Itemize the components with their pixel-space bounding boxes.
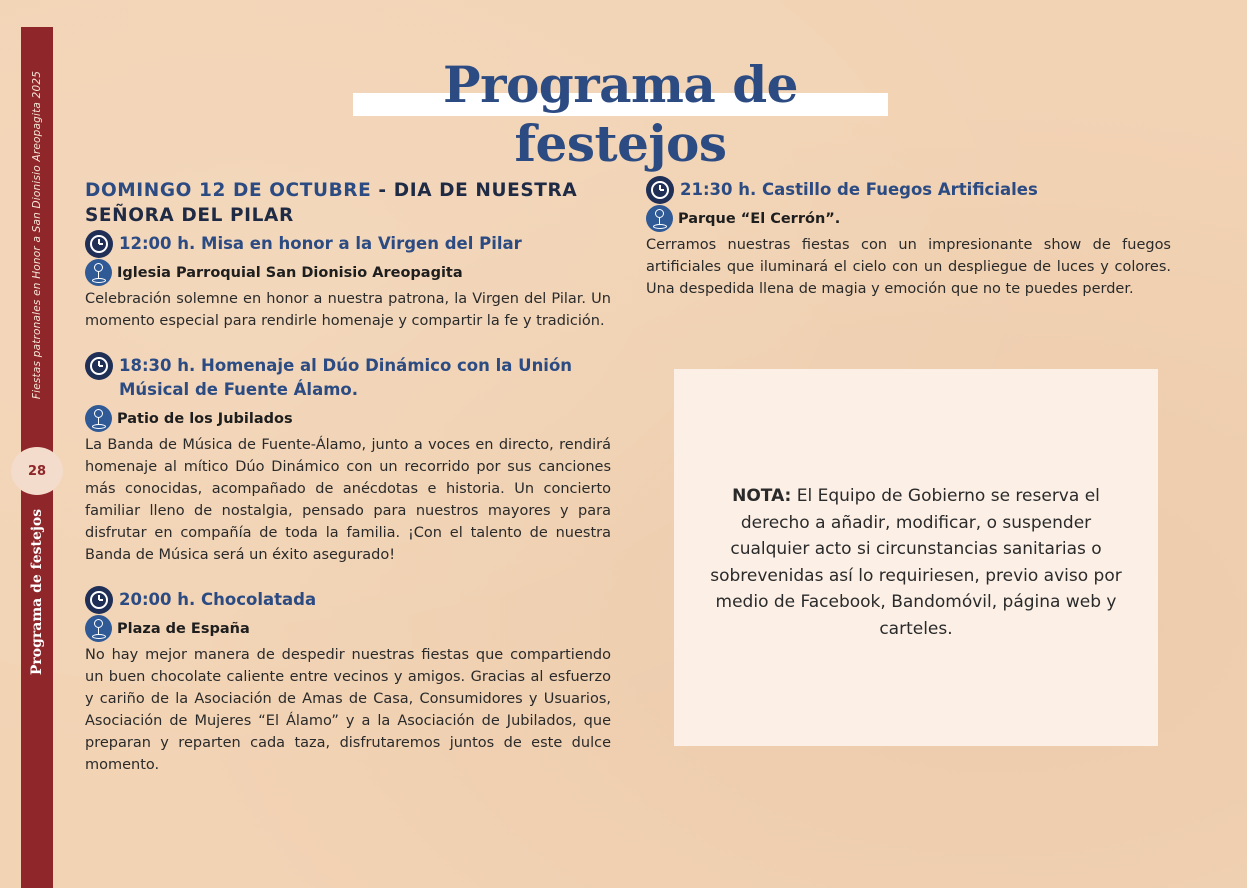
location-pin-icon: [85, 405, 112, 432]
location-pin-icon: [85, 615, 112, 642]
day-name: DIA DE NUESTRA SEÑORA DEL PILAR: [85, 180, 578, 226]
right-column: [646, 178, 1171, 322]
note-box: [674, 369, 1158, 746]
day-heading: [85, 178, 611, 228]
event-location-row: [85, 406, 611, 432]
note-text: [706, 483, 1126, 642]
event-location-row: [646, 206, 1171, 232]
location-pin-icon: [646, 205, 673, 232]
event-location: Patio de los Jubilados: [117, 411, 293, 427]
event-description: No hay mejor manera de despedir nuestras fiestas que compartiendo un buen chocolate caliente entre vecinos y amigos. Gracias al esfuerzo y cariño de la Asociación de Amas de Casa, Consumidores y Usuarios, Asociación de Mujeres “El Álamo” y a la Asociación de Jubilados, que preparan y reparten cada taza, disfrutaremos juntos de este dulce momento.: [85, 647, 611, 773]
page-title: Programa de festejos: [443, 55, 798, 173]
event-location-row: [85, 260, 611, 286]
day-separator: -: [371, 180, 394, 201]
event-description: Celebración solemne en honor a nuestra patrona, la Virgen del Pilar. Un momento especial para rendirle homenaje y compartir la fe y tradición.: [85, 291, 611, 329]
event-title-row: [646, 178, 1171, 202]
event-title: 21:30 h. Castillo de Fuegos Artificiales: [680, 180, 1038, 199]
event-title-row: [85, 232, 611, 256]
event-homenaje: [85, 354, 611, 566]
event-location: Parque “El Cerrón”.: [678, 211, 841, 227]
left-column: [85, 178, 611, 798]
event-description: La Banda de Música de Fuente-Álamo, junto a voces en directo, rendirá homenaje al mítico Dúo Dinámico con un recorrido por sus canciones más conocidas, acompañado de anécdotas e historia. Un concierto familiar lleno de nostalgia, pensado para nuestros mayores y para disfrutar en compañía de toda la familia. ¡Con el talento de nuestra Banda de Música será un éxito asegurado!: [85, 437, 611, 563]
sidebar-subtitle: Fiestas patronales en Honor a San Dionisio Areopagita 2025: [31, 70, 43, 400]
event-chocolatada: [85, 588, 611, 776]
sidebar-section-title: Programa de festejos: [29, 508, 45, 676]
clock-icon: [646, 176, 674, 204]
event-fuegos: [646, 178, 1171, 300]
event-location-row: [85, 616, 611, 642]
day-date: DOMINGO 12 DE OCTUBRE: [85, 180, 372, 201]
event-description: Cerramos nuestras fiestas con un impresionante show de fuegos artificiales que iluminará el cielo con un despliegue de luces y colores. Una despedida llena de magia y emoción que no te puedes perder.: [646, 237, 1171, 297]
event-location: Plaza de España: [117, 621, 250, 637]
clock-icon: [85, 230, 113, 258]
event-location: Iglesia Parroquial San Dionisio Areopagita: [117, 265, 463, 281]
page-number: 28: [11, 447, 63, 495]
note-label: NOTA:: [732, 486, 792, 506]
event-title: 12:00 h. Misa en honor a la Virgen del Pilar: [119, 234, 522, 253]
event-title: 18:30 h. Homenaje al Dúo Dinámico con la Unión Músical de Fuente Álamo.: [119, 356, 573, 399]
event-misa: [85, 232, 611, 332]
event-title: 20:00 h. Chocolatada: [119, 590, 317, 609]
note-body: El Equipo de Gobierno se reserva el derecho a añadir, modificar, o suspender cualquier acto si circunstancias sanitarias o sobrevenidas así lo requiriesen, previo aviso por medio de Facebook, Bandomóvil, página web y carteles.: [710, 486, 1122, 639]
clock-icon: [85, 586, 113, 614]
clock-icon: [85, 352, 113, 380]
event-title-row: [85, 354, 611, 402]
location-pin-icon: [85, 259, 112, 286]
event-title-row: [85, 588, 611, 612]
